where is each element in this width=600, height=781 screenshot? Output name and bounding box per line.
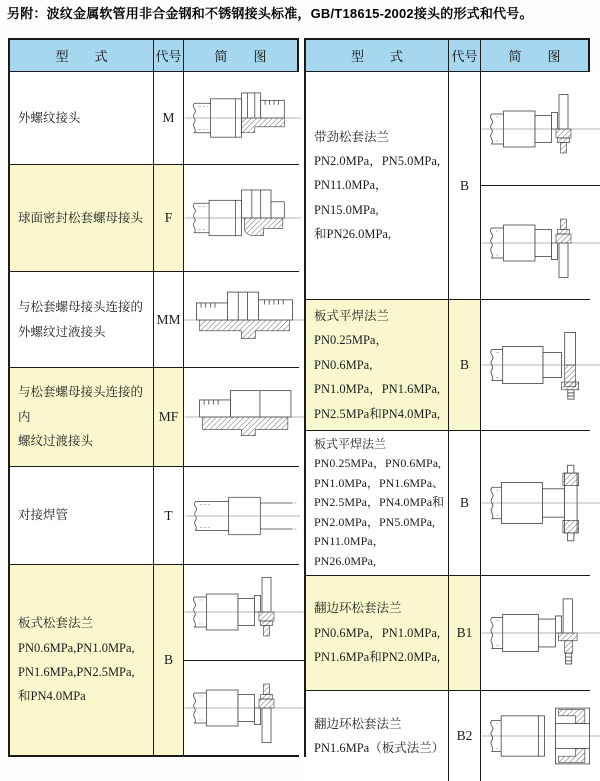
diagram-subcell bbox=[481, 72, 600, 185]
joint-type-cell bbox=[306, 576, 449, 690]
joint-type-line: PN11.0MPa，PN15.0MPa, bbox=[314, 178, 388, 217]
joint-type-line: 与松套螺母接头连接的 bbox=[18, 300, 144, 315]
diagram-subcell bbox=[184, 368, 308, 466]
joint-type-cell bbox=[306, 300, 449, 430]
diagram-cell bbox=[184, 467, 302, 564]
male-female-diagram bbox=[184, 378, 308, 456]
diagram-cell bbox=[184, 165, 302, 271]
joint-type-line: PN1.0MPa，PN1.6MPa、 bbox=[314, 475, 445, 490]
header-diagram: 简 图 bbox=[508, 49, 561, 64]
joint-table-left bbox=[8, 38, 299, 757]
weld-flange2-diagram bbox=[481, 452, 600, 554]
joint-type-line: 板式平焊法兰 bbox=[314, 309, 390, 323]
joint-code-cell: B1 bbox=[449, 576, 481, 690]
diagram-cell bbox=[481, 300, 600, 430]
joint-type-line: PN2.5MPa，PN4.0MPa和 bbox=[314, 495, 445, 510]
joint-code-cell: B2 bbox=[449, 691, 481, 781]
flange-up-diagram bbox=[184, 568, 304, 656]
lap-flange-diagram bbox=[481, 586, 600, 680]
joint-type-line: PN0.25MPa，PN0.6MPa, bbox=[314, 333, 388, 372]
joint-type-line: PN0.6MPa,PN1.0MPa, bbox=[18, 640, 135, 655]
header-code: 代号 bbox=[154, 40, 184, 71]
table-row bbox=[10, 467, 297, 565]
table-row bbox=[10, 272, 297, 368]
joint-type-cell bbox=[306, 431, 449, 575]
joint-type-line: 板式平焊法兰 bbox=[314, 436, 387, 451]
table-row bbox=[306, 72, 588, 300]
joint-type-cell bbox=[10, 368, 154, 466]
joint-type-cell bbox=[10, 565, 154, 755]
double-male-diagram bbox=[184, 281, 308, 359]
diagram-cell bbox=[481, 431, 600, 575]
joint-code-cell: B bbox=[449, 72, 481, 299]
diagram-subcell bbox=[481, 691, 600, 781]
flange-down-diagram bbox=[184, 664, 304, 752]
diagram-cell bbox=[184, 72, 302, 164]
diagram-cell bbox=[481, 691, 600, 781]
joint-type-line: 球面密封松套螺母接头 bbox=[18, 210, 144, 225]
diagram-subcell bbox=[184, 72, 302, 164]
diagram-subcell bbox=[184, 660, 304, 756]
table-row bbox=[306, 576, 588, 691]
joint-type-line: 板式松套法兰 bbox=[18, 616, 94, 631]
joint-type-line: 外螺纹接头 bbox=[18, 110, 81, 125]
table-row bbox=[10, 72, 297, 165]
flange-up-diagram bbox=[481, 85, 600, 173]
joint-type-cell bbox=[10, 165, 154, 271]
joint-type-line: PN0.6MPa，PN1.0MPa, bbox=[314, 625, 441, 640]
flange-down-diagram bbox=[481, 199, 600, 287]
table-row bbox=[306, 300, 588, 431]
joint-type-line: PN1.6MPa和PN2.0MPa, bbox=[314, 650, 441, 665]
stub-end-diagram bbox=[481, 691, 600, 781]
table-header-row bbox=[306, 40, 588, 72]
diagram-cell bbox=[184, 368, 308, 466]
joint-type-line: 与松套螺母接头连接的内 bbox=[18, 385, 144, 424]
joint-code-cell: B bbox=[154, 565, 184, 755]
diagram-cell bbox=[481, 72, 600, 299]
diagram-subcell bbox=[481, 576, 600, 690]
joint-type-line: PN0.25MPa，PN0.6MPa, bbox=[314, 456, 442, 471]
joint-type-line: 和PN26.0MPa, bbox=[314, 227, 392, 242]
joint-type-line: PN2.5MPa和PN4.0MPa, bbox=[314, 406, 441, 421]
header-type: 型 式 bbox=[10, 40, 154, 71]
joint-type-line: PN1.6MPa（板式法兰） bbox=[314, 740, 445, 755]
table-row bbox=[306, 431, 588, 576]
header-type: 型 式 bbox=[306, 40, 449, 71]
joint-code-cell: MF bbox=[154, 368, 184, 466]
joint-type-line: PN2.0MPa，PN5.0MPa, bbox=[314, 153, 441, 168]
joint-code-cell: MM bbox=[154, 272, 184, 367]
joint-type-line: PN1.0MPa，PN1.6MPa, bbox=[314, 382, 441, 397]
page-title: 另附：波纹金属软管用非合金钢和不锈钢接头标准，GB/T18615-2002接头的形式和代号。 bbox=[7, 6, 533, 21]
joint-code-cell: B bbox=[449, 300, 481, 430]
joint-type-line: PN1.6MPa,PN2.5MPa, bbox=[18, 665, 135, 679]
joint-type-line: 外螺纹过液接头 bbox=[18, 324, 106, 339]
table-row bbox=[10, 565, 297, 755]
diagram-subcell bbox=[184, 565, 304, 660]
joint-type-cell bbox=[10, 467, 154, 564]
joint-type-line: 螺纹过渡接头 bbox=[18, 434, 94, 449]
joint-type-line: PN2.0MPa，PN5.0MPa, bbox=[314, 514, 436, 529]
table-header-row bbox=[10, 40, 297, 72]
joint-type-line: 带劲松套法兰 bbox=[314, 129, 390, 144]
diagram-subcell bbox=[481, 185, 600, 299]
joint-code-cell: T bbox=[154, 467, 184, 564]
male-thread-diagram bbox=[184, 81, 302, 155]
union-nut-diagram bbox=[184, 179, 302, 257]
table-row bbox=[306, 691, 588, 781]
joint-type-cell bbox=[306, 72, 449, 299]
diagram-subcell bbox=[481, 300, 600, 430]
weld-flange-diagram bbox=[481, 317, 600, 413]
diagram-subcell bbox=[184, 467, 302, 564]
joint-type-line: 翻边环松套法兰 bbox=[314, 716, 402, 731]
table-row bbox=[10, 165, 297, 272]
diagram-cell bbox=[184, 565, 304, 755]
joint-type-line: PN11.0MPa，PN26.0MPa, bbox=[314, 534, 385, 568]
header-diagram: 简 图 bbox=[214, 49, 267, 64]
joint-type-cell bbox=[10, 72, 154, 164]
joint-code-cell: F bbox=[154, 165, 184, 271]
joint-type-line: 翻边环松套法兰 bbox=[314, 601, 402, 616]
diagram-cell bbox=[481, 576, 600, 690]
diagram-cell bbox=[184, 272, 308, 367]
header-code: 代号 bbox=[449, 40, 481, 71]
table-row bbox=[10, 368, 297, 467]
joint-type-line: 和PN4.0MPa bbox=[18, 689, 86, 704]
joint-code-cell: M bbox=[154, 72, 184, 164]
diagram-subcell bbox=[481, 431, 600, 575]
diagram-subcell bbox=[184, 272, 308, 367]
diagram-subcell bbox=[184, 165, 302, 271]
joint-type-cell bbox=[10, 272, 154, 367]
butt-weld-diagram bbox=[184, 480, 302, 552]
joint-code-cell: B bbox=[449, 431, 481, 575]
joint-table-right bbox=[304, 38, 590, 757]
joint-type-cell bbox=[306, 691, 449, 781]
joint-type-line: 对接焊管 bbox=[18, 508, 69, 523]
